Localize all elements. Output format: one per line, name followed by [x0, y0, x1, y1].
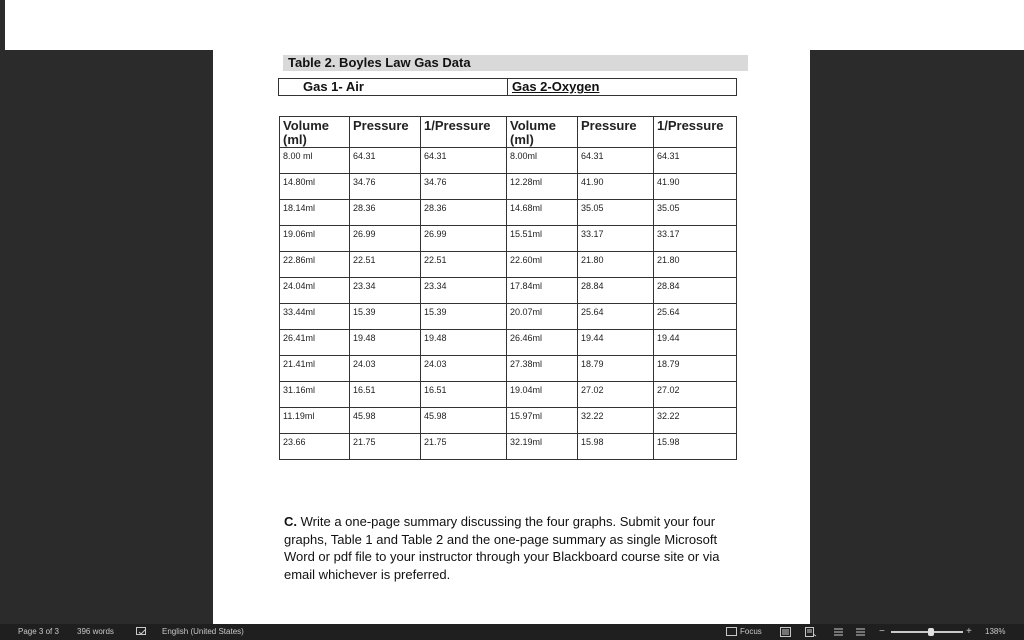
table-row	[280, 330, 737, 356]
table-cell: 24.03	[421, 356, 507, 382]
table-cell: 27.02	[654, 382, 737, 408]
table-row	[280, 200, 737, 226]
table-cell: 28.84	[578, 278, 654, 304]
table-cell: 19.48	[350, 330, 421, 356]
table-cell: 33.17	[654, 226, 737, 252]
table-caption: Table 2. Boyles Law Gas Data	[283, 55, 748, 71]
gas-header-row	[278, 78, 737, 96]
table-cell: 26.46ml	[507, 330, 578, 356]
table-row	[280, 252, 737, 278]
table-cell: 27.02	[578, 382, 654, 408]
document-page[interactable]	[213, 50, 810, 624]
table-cell: 33.44ml	[280, 304, 350, 330]
table-cell: 19.44	[578, 330, 654, 356]
table-cell: 8.00ml	[507, 148, 578, 174]
table-row	[280, 304, 737, 330]
ribbon-area	[0, 0, 1024, 50]
table-cell: 32.22	[654, 408, 737, 434]
table-cell: 28.36	[350, 200, 421, 226]
table-cell: 41.90	[578, 174, 654, 200]
table-cell: 22.60ml	[507, 252, 578, 278]
table-cell: 19.06ml	[280, 226, 350, 252]
table-cell: 64.31	[654, 148, 737, 174]
read-mode-icon[interactable]	[780, 627, 791, 637]
column-header: Volume (ml)	[507, 117, 578, 148]
table-cell: 28.36	[421, 200, 507, 226]
table-row	[280, 382, 737, 408]
table-cell: 21.75	[350, 434, 421, 460]
window-edge	[0, 0, 5, 50]
summary-paragraph	[284, 513, 746, 583]
web-layout-icon[interactable]	[833, 627, 844, 637]
table-cell: 33.17	[578, 226, 654, 252]
gas1-label: Gas 1- Air	[279, 79, 508, 95]
column-header: Pressure	[578, 117, 654, 148]
status-bar	[0, 624, 1024, 640]
table-cell: 34.76	[421, 174, 507, 200]
table-cell: 23.34	[421, 278, 507, 304]
table-cell: 18.14ml	[280, 200, 350, 226]
table-cell: 35.05	[654, 200, 737, 226]
table-cell: 21.41ml	[280, 356, 350, 382]
table-cell: 18.79	[654, 356, 737, 382]
table-cell: 17.84ml	[507, 278, 578, 304]
table-row	[280, 174, 737, 200]
table-cell: 11.19ml	[280, 408, 350, 434]
table-cell: 26.41ml	[280, 330, 350, 356]
table-cell: 24.04ml	[280, 278, 350, 304]
zoom-level[interactable]: 138%	[985, 627, 1006, 636]
table-cell: 64.31	[578, 148, 654, 174]
table-cell: 20.07ml	[507, 304, 578, 330]
table-cell: 15.39	[350, 304, 421, 330]
zoom-slider-thumb[interactable]	[928, 628, 934, 636]
table-cell: 26.99	[350, 226, 421, 252]
table-cell: 15.98	[578, 434, 654, 460]
table-cell: 45.98	[421, 408, 507, 434]
column-header: Volume (ml)	[280, 117, 350, 148]
table-cell: 64.31	[350, 148, 421, 174]
summary-text: Write a one-page summary discussing the four graphs. Submit your four graphs, Table 1 and Table 2 and the one-page summary as single Microsoft Word or pdf file to your instructor through your Blackboard course site or via email whichever is preferred.	[284, 514, 720, 582]
table-cell: 22.51	[350, 252, 421, 278]
table-cell: 23.34	[350, 278, 421, 304]
focus-button[interactable]: Focus	[740, 627, 762, 636]
table-cell: 18.79	[578, 356, 654, 382]
table-row	[280, 148, 737, 174]
table-cell: 14.68ml	[507, 200, 578, 226]
table-row	[280, 434, 737, 460]
column-header: Pressure	[350, 117, 421, 148]
table-cell: 34.76	[350, 174, 421, 200]
table-cell: 27.38ml	[507, 356, 578, 382]
table-cell: 28.84	[654, 278, 737, 304]
table-cell: 14.80ml	[280, 174, 350, 200]
table-row	[280, 408, 737, 434]
table-row	[280, 356, 737, 382]
column-header: 1/Pressure	[654, 117, 737, 148]
table-cell: 26.99	[421, 226, 507, 252]
table-cell: 16.51	[350, 382, 421, 408]
proofing-icon[interactable]	[136, 627, 147, 637]
table-cell: 25.64	[578, 304, 654, 330]
table-cell: 15.51ml	[507, 226, 578, 252]
table-cell: 25.64	[654, 304, 737, 330]
table-cell: 15.97ml	[507, 408, 578, 434]
table-cell: 35.05	[578, 200, 654, 226]
page-count[interactable]: Page 3 of 3	[18, 627, 59, 636]
language-indicator[interactable]: English (United States)	[162, 627, 244, 636]
table-cell: 64.31	[421, 148, 507, 174]
table-cell: 45.98	[350, 408, 421, 434]
table-cell: 21.80	[578, 252, 654, 278]
table-cell: 19.44	[654, 330, 737, 356]
print-layout-icon[interactable]	[805, 627, 817, 637]
table-cell: 15.98	[654, 434, 737, 460]
table-cell: 12.28ml	[507, 174, 578, 200]
table-cell: 21.75	[421, 434, 507, 460]
table-cell: 21.80	[654, 252, 737, 278]
column-header: 1/Pressure	[421, 117, 507, 148]
table-row	[280, 226, 737, 252]
table-cell: 41.90	[654, 174, 737, 200]
table-cell: 22.51	[421, 252, 507, 278]
table-cell: 19.48	[421, 330, 507, 356]
summary-label: C.	[284, 514, 297, 529]
outline-icon[interactable]	[855, 627, 866, 637]
table-cell: 23.66	[280, 434, 350, 460]
word-count[interactable]: 396 words	[77, 627, 114, 636]
zoom-in-button[interactable]: +	[966, 626, 972, 637]
gas2-label: Gas 2-Oxygen	[512, 79, 600, 94]
table-cell: 16.51	[421, 382, 507, 408]
table-cell: 15.39	[421, 304, 507, 330]
focus-icon[interactable]	[726, 627, 737, 636]
table-cell: 8.00 ml	[280, 148, 350, 174]
table-cell: 22.86ml	[280, 252, 350, 278]
table-cell: 19.04ml	[507, 382, 578, 408]
table-cell: 31.16ml	[280, 382, 350, 408]
zoom-out-button[interactable]: −	[879, 626, 885, 637]
table-cell: 24.03	[350, 356, 421, 382]
table-cell: 32.22	[578, 408, 654, 434]
table-row	[280, 278, 737, 304]
table-header-row	[280, 117, 737, 148]
table-cell: 32.19ml	[507, 434, 578, 460]
gas-data-table	[279, 116, 737, 460]
zoom-slider[interactable]	[891, 631, 963, 633]
